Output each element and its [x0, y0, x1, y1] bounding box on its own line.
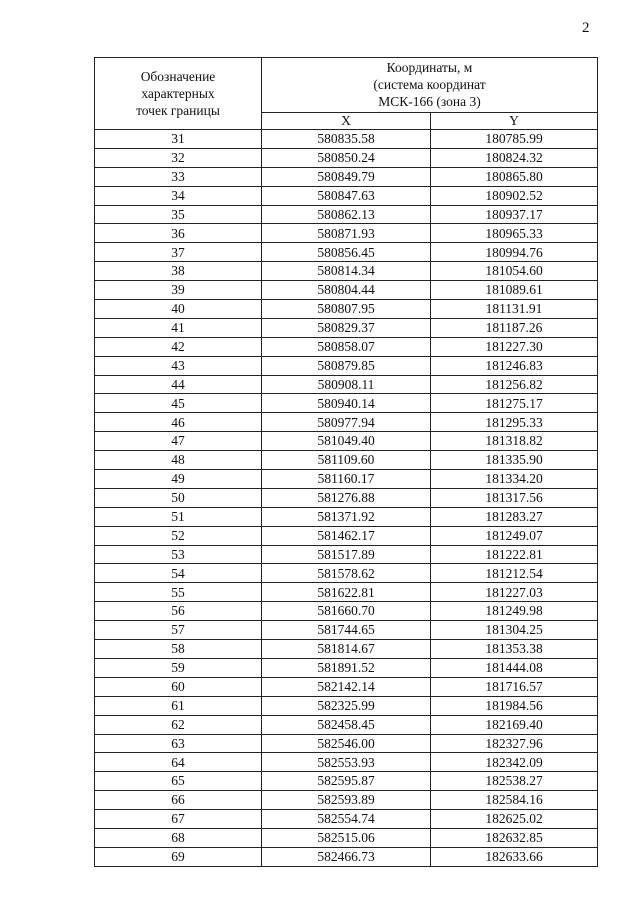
y-coordinate-cell: 182625.02	[431, 810, 598, 829]
table-row	[95, 583, 598, 602]
point-number-cell: 54	[95, 564, 262, 583]
y-coordinate-cell: 181187.26	[431, 318, 598, 337]
table-row	[95, 130, 598, 149]
table-row	[95, 318, 598, 337]
x-coordinate-cell: 582593.89	[262, 791, 431, 810]
y-coordinate-cell: 180902.52	[431, 186, 598, 205]
y-coordinate-cell: 181222.81	[431, 545, 598, 564]
x-coordinate-cell: 580879.85	[262, 356, 431, 375]
x-coordinate-cell: 581517.89	[262, 545, 431, 564]
x-coordinate-cell: 582458.45	[262, 715, 431, 734]
y-coordinate-cell: 181256.82	[431, 375, 598, 394]
y-coordinate-cell: 181295.33	[431, 413, 598, 432]
y-coordinate-cell: 181246.83	[431, 356, 598, 375]
table-row	[95, 470, 598, 489]
y-coordinate-cell: 181054.60	[431, 262, 598, 281]
table-row	[95, 356, 598, 375]
table-row	[95, 640, 598, 659]
x-coordinate-cell: 581891.52	[262, 658, 431, 677]
table-row	[95, 167, 598, 186]
point-number-cell: 32	[95, 148, 262, 167]
y-coordinate-cell: 181984.56	[431, 696, 598, 715]
table-row	[95, 451, 598, 470]
coordinates-table	[94, 57, 598, 867]
y-coordinate-cell: 182633.66	[431, 847, 598, 866]
point-number-cell: 63	[95, 734, 262, 753]
point-number-cell: 42	[95, 337, 262, 356]
point-number-cell: 49	[95, 470, 262, 489]
x-coordinate-cell: 581371.92	[262, 507, 431, 526]
x-coordinate-cell: 580835.58	[262, 130, 431, 149]
table-row	[95, 262, 598, 281]
point-number-cell: 67	[95, 810, 262, 829]
point-number-cell: 66	[95, 791, 262, 810]
table-row	[95, 696, 598, 715]
x-coordinate-cell: 580849.79	[262, 167, 431, 186]
table-row	[95, 186, 598, 205]
x-coordinate-cell: 582554.74	[262, 810, 431, 829]
table-row	[95, 621, 598, 640]
table-row	[95, 337, 598, 356]
y-coordinate-cell: 182327.96	[431, 734, 598, 753]
point-header-line: точек границы	[136, 103, 220, 118]
table-row	[95, 526, 598, 545]
table-row	[95, 810, 598, 829]
y-coordinate-cell: 181249.07	[431, 526, 598, 545]
x-coordinate-cell: 582142.14	[262, 677, 431, 696]
y-coordinate-cell: 181131.91	[431, 300, 598, 319]
y-coordinate-cell: 181089.61	[431, 281, 598, 300]
point-number-cell: 55	[95, 583, 262, 602]
point-number-cell: 58	[95, 640, 262, 659]
x-coordinate-cell: 580814.34	[262, 262, 431, 281]
y-coordinate-cell: 181212.54	[431, 564, 598, 583]
y-coordinate-cell: 182538.27	[431, 772, 598, 791]
x-coordinate-cell: 581744.65	[262, 621, 431, 640]
y-coordinate-cell: 181227.03	[431, 583, 598, 602]
y-coordinate-cell: 180865.80	[431, 167, 598, 186]
point-number-cell: 41	[95, 318, 262, 337]
x-coordinate-cell: 580908.11	[262, 375, 431, 394]
x-coordinate-cell: 582466.73	[262, 847, 431, 866]
x-coordinate-cell: 580847.63	[262, 186, 431, 205]
point-number-cell: 64	[95, 753, 262, 772]
table-row	[95, 847, 598, 866]
y-coordinate-cell: 182342.09	[431, 753, 598, 772]
table-row	[95, 205, 598, 224]
x-coordinate-cell: 581578.62	[262, 564, 431, 583]
point-number-cell: 31	[95, 130, 262, 149]
x-coordinate-cell: 582546.00	[262, 734, 431, 753]
table-row	[95, 658, 598, 677]
y-coordinate-cell: 181227.30	[431, 337, 598, 356]
point-number-cell: 44	[95, 375, 262, 394]
point-number-cell: 33	[95, 167, 262, 186]
table-row	[95, 300, 598, 319]
table-row	[95, 564, 598, 583]
point-number-cell: 65	[95, 772, 262, 791]
x-coordinate-cell: 581462.17	[262, 526, 431, 545]
y-coordinate-cell: 180937.17	[431, 205, 598, 224]
table-row	[95, 394, 598, 413]
x-coordinate-cell: 581814.67	[262, 640, 431, 659]
coordinates-header	[262, 58, 598, 113]
point-number-cell: 53	[95, 545, 262, 564]
point-number-cell: 50	[95, 488, 262, 507]
table-row	[95, 828, 598, 847]
y-coordinate-cell: 181283.27	[431, 507, 598, 526]
x-coordinate-cell: 581276.88	[262, 488, 431, 507]
y-coordinate-cell: 180824.32	[431, 148, 598, 167]
point-number-cell: 40	[95, 300, 262, 319]
y-coordinate-cell: 181444.08	[431, 658, 598, 677]
table-row	[95, 677, 598, 696]
page-number: 2	[582, 20, 590, 36]
y-column-header: Y	[431, 112, 598, 130]
y-coordinate-cell: 180785.99	[431, 130, 598, 149]
point-number-cell: 57	[95, 621, 262, 640]
point-number-cell: 60	[95, 677, 262, 696]
table-row	[95, 243, 598, 262]
table-row	[95, 507, 598, 526]
point-number-cell: 61	[95, 696, 262, 715]
point-number-cell: 35	[95, 205, 262, 224]
table-row	[95, 413, 598, 432]
point-number-cell: 36	[95, 224, 262, 243]
y-coordinate-cell: 180965.33	[431, 224, 598, 243]
x-coordinate-cell: 580804.44	[262, 281, 431, 300]
x-coordinate-cell: 581622.81	[262, 583, 431, 602]
y-coordinate-cell: 182584.16	[431, 791, 598, 810]
table-row	[95, 772, 598, 791]
y-coordinate-cell: 180994.76	[431, 243, 598, 262]
point-number-cell: 68	[95, 828, 262, 847]
point-number-cell: 59	[95, 658, 262, 677]
x-coordinate-cell: 581160.17	[262, 470, 431, 489]
x-column-header: X	[262, 112, 431, 130]
table-row	[95, 734, 598, 753]
point-number-cell: 62	[95, 715, 262, 734]
x-coordinate-cell: 582553.93	[262, 753, 431, 772]
point-header-line: Обозначение	[140, 69, 216, 84]
y-coordinate-cell: 181334.20	[431, 470, 598, 489]
point-number-cell: 46	[95, 413, 262, 432]
y-coordinate-cell: 181275.17	[431, 394, 598, 413]
x-coordinate-cell: 582515.06	[262, 828, 431, 847]
table-row	[95, 545, 598, 564]
coords-header-line: Координаты, м	[386, 60, 473, 76]
x-coordinate-cell: 580850.24	[262, 148, 431, 167]
table-row	[95, 791, 598, 810]
x-coordinate-cell: 581660.70	[262, 602, 431, 621]
table-row	[95, 715, 598, 734]
point-designation-header	[95, 58, 262, 130]
x-coordinate-cell: 580871.93	[262, 224, 431, 243]
point-number-cell: 56	[95, 602, 262, 621]
point-header-line: характерных	[141, 86, 215, 101]
x-coordinate-cell: 582325.99	[262, 696, 431, 715]
point-number-cell: 37	[95, 243, 262, 262]
point-number-cell: 43	[95, 356, 262, 375]
y-coordinate-cell: 182169.40	[431, 715, 598, 734]
table-row	[95, 753, 598, 772]
x-coordinate-cell: 580858.07	[262, 337, 431, 356]
point-number-cell: 34	[95, 186, 262, 205]
point-number-cell: 48	[95, 451, 262, 470]
coords-header-line: (система координат	[373, 77, 486, 93]
table-row	[95, 488, 598, 507]
y-coordinate-cell: 181249.98	[431, 602, 598, 621]
point-number-cell: 45	[95, 394, 262, 413]
x-coordinate-cell: 580807.95	[262, 300, 431, 319]
table-row	[95, 148, 598, 167]
point-number-cell: 38	[95, 262, 262, 281]
y-coordinate-cell: 181317.56	[431, 488, 598, 507]
y-coordinate-cell: 181716.57	[431, 677, 598, 696]
y-coordinate-cell: 181335.90	[431, 451, 598, 470]
x-coordinate-cell: 580862.13	[262, 205, 431, 224]
x-coordinate-cell: 580977.94	[262, 413, 431, 432]
table-row	[95, 224, 598, 243]
table-row	[95, 602, 598, 621]
y-coordinate-cell: 181304.25	[431, 621, 598, 640]
point-number-cell: 51	[95, 507, 262, 526]
y-coordinate-cell: 181353.38	[431, 640, 598, 659]
x-coordinate-cell: 580856.45	[262, 243, 431, 262]
point-number-cell: 39	[95, 281, 262, 300]
table-row	[95, 281, 598, 300]
table-body	[95, 130, 598, 867]
y-coordinate-cell: 181318.82	[431, 432, 598, 451]
x-coordinate-cell: 580940.14	[262, 394, 431, 413]
point-number-cell: 69	[95, 847, 262, 866]
y-coordinate-cell: 182632.85	[431, 828, 598, 847]
point-number-cell: 47	[95, 432, 262, 451]
table-row	[95, 432, 598, 451]
x-coordinate-cell: 581109.60	[262, 451, 431, 470]
table-row	[95, 375, 598, 394]
x-coordinate-cell: 582595.87	[262, 772, 431, 791]
point-number-cell: 52	[95, 526, 262, 545]
x-coordinate-cell: 581049.40	[262, 432, 431, 451]
coords-header-line: МСК-166 (зона 3)	[378, 94, 481, 110]
x-coordinate-cell: 580829.37	[262, 318, 431, 337]
